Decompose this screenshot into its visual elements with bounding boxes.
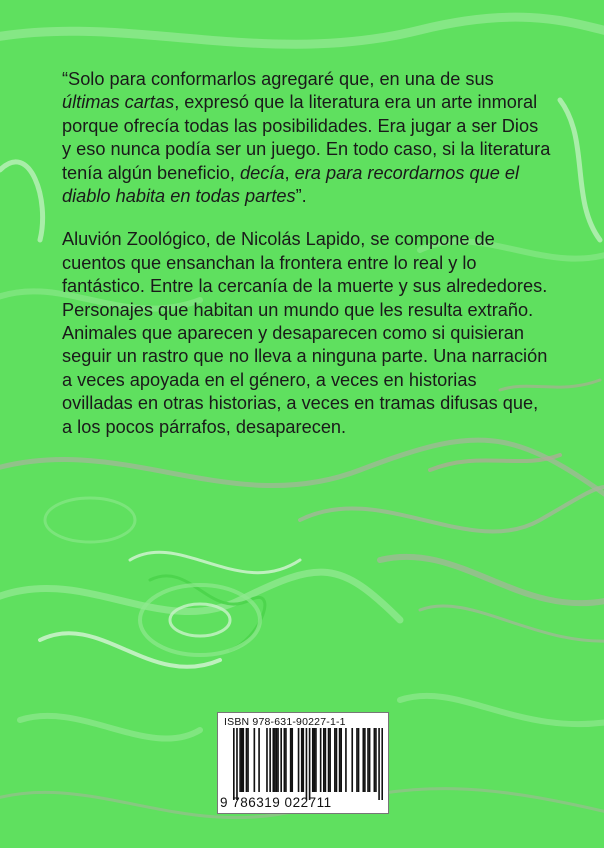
barcode-bar (375, 728, 377, 792)
description-paragraph: Aluvión Zoológico, de Nicolás Lapido, se compone de cuentos que ensanchan la frontera entre lo real y lo fantástico. Entre la cercanía de la muerte y sus alrededores. Personajes que habitan un mundo que les resulta extraño. Animales que aparecen y desaparecen como si quisieran seguir un rastro que no lleva a ninguna parte. Una narración a veces apoyada en el género, a veces en historias ovilladas en otras historias, a veces en tramas difusas que, a los pocos párrafos, desaparecen. (62, 229, 548, 437)
barcode-bar (274, 728, 276, 792)
barcode-bar (301, 728, 303, 792)
barcode-digits: 9 786319 022711 (220, 795, 332, 810)
quote-italic-2: decía (239, 162, 285, 183)
barcode-bar (246, 728, 248, 792)
quote-text-3: , (284, 162, 290, 183)
barcode-bar (241, 728, 243, 792)
barcode-bar (340, 728, 342, 792)
barcode-bar (356, 728, 358, 792)
barcode-bar (358, 728, 360, 792)
barcode-bar (290, 728, 292, 792)
barcode-bar (320, 728, 322, 792)
quote-italic-1: últimas cartas (62, 92, 175, 113)
barcode-bar (284, 728, 286, 792)
barcode-bar (269, 728, 271, 792)
barcode-bar (291, 728, 293, 792)
barcode-bar (351, 728, 353, 792)
barcode-bar (339, 728, 341, 792)
barcode-bar (367, 728, 369, 792)
barcode-bar (298, 728, 300, 792)
isbn-barcode (217, 712, 389, 814)
barcode-bar (314, 728, 316, 792)
barcode-bar (381, 728, 383, 800)
barcode-bar (336, 728, 338, 792)
barcode-bar (312, 728, 314, 792)
barcode-bar (323, 728, 325, 792)
barcode-bar (329, 728, 331, 792)
barcode-bar (334, 728, 336, 792)
quote-italic-3: era para recordarnos que el diablo habita en todas partes (62, 162, 520, 207)
barcode-bar (328, 728, 330, 792)
barcode-bar (258, 728, 260, 792)
barcode-bars (233, 728, 383, 800)
barcode-bar (277, 728, 279, 792)
barcode-bar (280, 728, 282, 792)
barcode-bar (236, 728, 238, 800)
back-cover-text (62, 68, 552, 439)
barcode-bar (315, 728, 317, 792)
barcode-bar (325, 728, 327, 792)
barcode-bar (233, 728, 235, 800)
barcode-bar (306, 728, 308, 800)
barcode-bar (266, 728, 268, 792)
barcode-bar (254, 728, 256, 792)
barcode-bar (364, 728, 366, 792)
quote-text-2: , expresó que la literatura era un arte inmoral porque ofrecía todas las posibilidades. Era jugar a ser Dios y eso nunca podía ser un juego. En todo caso, si la literatura tenía algún beneficio, (62, 92, 551, 183)
barcode-bar (345, 728, 347, 792)
barcode-bar (239, 728, 241, 792)
quote-paragraph (62, 68, 552, 208)
isbn-label: ISBN 978-631-90227-1-1 (224, 716, 346, 728)
barcode-bar (242, 728, 244, 792)
quote-text-1: “Solo para conformarlos agregaré que, en una de sus (62, 69, 494, 89)
barcode-bar (276, 728, 278, 792)
barcode-bar (369, 728, 371, 792)
barcode-bar (247, 728, 249, 792)
barcode-bar (362, 728, 364, 792)
barcode-bar (285, 728, 287, 792)
barcode-bar (309, 728, 311, 800)
barcode-bar (378, 728, 380, 800)
barcode-bar (302, 728, 304, 792)
barcode-bar (272, 728, 274, 792)
quote-text-4: ”. (295, 186, 307, 207)
barcode-bar (374, 728, 376, 792)
